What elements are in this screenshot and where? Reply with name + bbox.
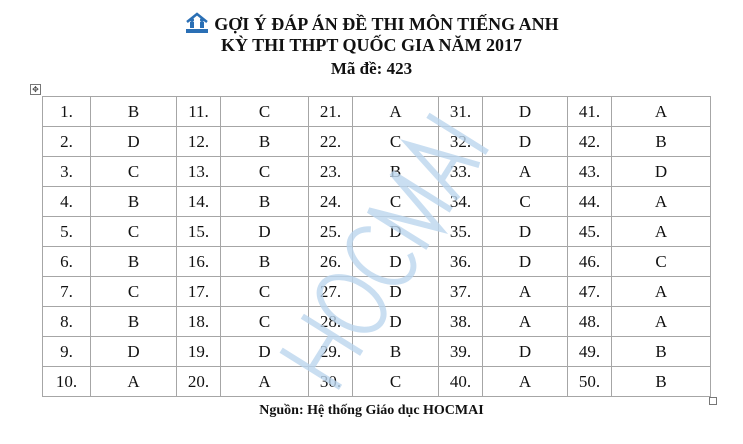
question-number: 36. bbox=[439, 247, 483, 277]
question-number: 7. bbox=[43, 277, 91, 307]
answer: A bbox=[483, 157, 568, 187]
answer: B bbox=[612, 337, 711, 367]
question-number: 46. bbox=[568, 247, 612, 277]
answer: B bbox=[353, 337, 439, 367]
question-number: 5. bbox=[43, 217, 91, 247]
table-row bbox=[43, 307, 711, 337]
question-number: 6. bbox=[43, 247, 91, 277]
table-row bbox=[43, 277, 711, 307]
answer: A bbox=[483, 277, 568, 307]
answer: B bbox=[221, 127, 309, 157]
question-number: 28. bbox=[309, 307, 353, 337]
answer: A bbox=[221, 367, 309, 397]
question-number: 2. bbox=[43, 127, 91, 157]
exam-code: Mã đề: 423 bbox=[330, 59, 413, 78]
question-number: 42. bbox=[568, 127, 612, 157]
answer: A bbox=[612, 277, 711, 307]
table-row bbox=[43, 187, 711, 217]
table-row bbox=[43, 247, 711, 277]
question-number: 27. bbox=[309, 277, 353, 307]
question-number: 49. bbox=[568, 337, 612, 367]
question-number: 50. bbox=[568, 367, 612, 397]
answer: D bbox=[91, 127, 177, 157]
question-number: 30. bbox=[309, 367, 353, 397]
answer: D bbox=[483, 97, 568, 127]
question-number: 31. bbox=[439, 97, 483, 127]
question-number: 18. bbox=[177, 307, 221, 337]
question-number: 45. bbox=[568, 217, 612, 247]
answer: B bbox=[221, 247, 309, 277]
answer: B bbox=[612, 367, 711, 397]
answer: D bbox=[612, 157, 711, 187]
answer: C bbox=[221, 97, 309, 127]
answer: D bbox=[221, 217, 309, 247]
question-number: 40. bbox=[439, 367, 483, 397]
answer: C bbox=[221, 307, 309, 337]
answer: A bbox=[612, 187, 711, 217]
question-number: 37. bbox=[439, 277, 483, 307]
table-row bbox=[43, 97, 711, 127]
question-number: 3. bbox=[43, 157, 91, 187]
answer: C bbox=[221, 277, 309, 307]
answer: C bbox=[91, 277, 177, 307]
table-row bbox=[43, 217, 711, 247]
table-move-handle-icon[interactable]: ✥ bbox=[30, 84, 41, 95]
question-number: 9. bbox=[43, 337, 91, 367]
answer: C bbox=[91, 157, 177, 187]
question-number: 34. bbox=[439, 187, 483, 217]
answer: A bbox=[483, 367, 568, 397]
question-number: 1. bbox=[43, 97, 91, 127]
answer: A bbox=[612, 307, 711, 337]
answer: A bbox=[612, 97, 711, 127]
question-number: 38. bbox=[439, 307, 483, 337]
answer: B bbox=[91, 97, 177, 127]
question-number: 14. bbox=[177, 187, 221, 217]
question-number: 15. bbox=[177, 217, 221, 247]
answer: B bbox=[91, 247, 177, 277]
answer: D bbox=[483, 127, 568, 157]
question-number: 48. bbox=[568, 307, 612, 337]
table-row bbox=[43, 127, 711, 157]
question-number: 11. bbox=[177, 97, 221, 127]
question-number: 4. bbox=[43, 187, 91, 217]
answer: B bbox=[353, 157, 439, 187]
answer: D bbox=[353, 277, 439, 307]
question-number: 12. bbox=[177, 127, 221, 157]
question-number: 25. bbox=[309, 217, 353, 247]
answer: B bbox=[612, 127, 711, 157]
question-number: 17. bbox=[177, 277, 221, 307]
question-number: 21. bbox=[309, 97, 353, 127]
answer: D bbox=[353, 307, 439, 337]
answer: B bbox=[91, 187, 177, 217]
answer: B bbox=[91, 307, 177, 337]
question-number: 43. bbox=[568, 157, 612, 187]
answer: D bbox=[483, 337, 568, 367]
answer: C bbox=[353, 367, 439, 397]
answer: C bbox=[221, 157, 309, 187]
answer: A bbox=[353, 97, 439, 127]
answer: D bbox=[353, 217, 439, 247]
answer: A bbox=[612, 217, 711, 247]
answer: A bbox=[483, 307, 568, 337]
source-footer: Nguồn: Hệ thống Giáo dục HOCMAI bbox=[259, 403, 484, 418]
answer: C bbox=[353, 127, 439, 157]
title-line-2: KỲ THI THPT QUỐC GIA NĂM 2017 bbox=[220, 35, 523, 55]
answer: D bbox=[483, 217, 568, 247]
question-number: 33. bbox=[439, 157, 483, 187]
answer: D bbox=[483, 247, 568, 277]
question-number: 10. bbox=[43, 367, 91, 397]
question-number: 29. bbox=[309, 337, 353, 367]
question-number: 26. bbox=[309, 247, 353, 277]
question-number: 44. bbox=[568, 187, 612, 217]
answer: D bbox=[91, 337, 177, 367]
answer: D bbox=[221, 337, 309, 367]
table-row bbox=[43, 337, 711, 367]
answer-table bbox=[42, 96, 711, 397]
question-number: 23. bbox=[309, 157, 353, 187]
question-number: 32. bbox=[439, 127, 483, 157]
question-number: 22. bbox=[309, 127, 353, 157]
answer: B bbox=[221, 187, 309, 217]
question-number: 35. bbox=[439, 217, 483, 247]
answer: C bbox=[91, 217, 177, 247]
question-number: 39. bbox=[439, 337, 483, 367]
table-row bbox=[43, 367, 711, 397]
question-number: 24. bbox=[309, 187, 353, 217]
answer: D bbox=[353, 247, 439, 277]
question-number: 41. bbox=[568, 97, 612, 127]
question-number: 19. bbox=[177, 337, 221, 367]
answer: C bbox=[353, 187, 439, 217]
question-number: 13. bbox=[177, 157, 221, 187]
table-row bbox=[43, 157, 711, 187]
answer: C bbox=[483, 187, 568, 217]
question-number: 20. bbox=[177, 367, 221, 397]
answer: A bbox=[91, 367, 177, 397]
question-number: 16. bbox=[177, 247, 221, 277]
question-number: 47. bbox=[568, 277, 612, 307]
answer: C bbox=[612, 247, 711, 277]
title-text: GỢI Ý ĐÁP ÁN ĐỀ THI MÔN TIẾNG ANH bbox=[214, 14, 559, 34]
question-number: 8. bbox=[43, 307, 91, 337]
